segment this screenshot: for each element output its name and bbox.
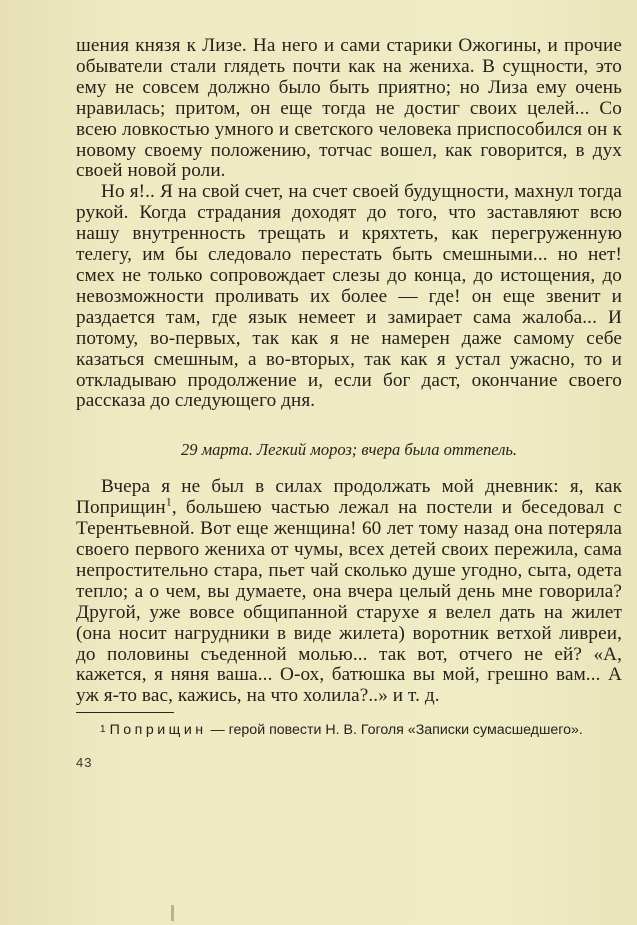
footnote: [76, 719, 622, 741]
footnote-text: — герой повести Н. В. Гоголя «Записки сумасшедшего».: [206, 722, 583, 739]
diary-entry-heading: 29 марта. Легкий мороз; вчера была оттепель.: [180, 440, 518, 460]
page-number: 43: [76, 755, 93, 771]
paragraph-diary-entry: [76, 477, 622, 707]
footnote-reference[interactable]: 1: [165, 494, 172, 509]
paragraph-text-start: Вчера я не был в силах продолжать мой дневник: я, как Поприщин: [76, 476, 622, 519]
paragraph-text-end: , большею частью лежал на постели и беседовал с Терентьевной. Вот еще женщина! 60 лет тому назад она потеряла своего первого жениха от чумы, всех детей своих пережила, сама непростительно стара, пьет чай сколько душе угодно, сыта, одета тепло; а о чем, вы думаете, она вчера целый день мне говорила? Другой, уже вовсе общипанной старухе я велел дать на жилет (она носит нагрудники в виде жилета) воротник ветхой ливреи, до половины съеденной молью... так вот, отчего не ей? «А, кажется, я няня ваша... О-ох, батюшка вы мой, грешно вам... А уж я-то вас, кажись, на что холила?..» и т. д.: [76, 497, 622, 707]
paragraph-continuation: шения князя к Лизе. На него и сами старики Ожогины, и прочие обыватели стали глядеть почти как на жениха. В сущности, это ему не совсем должно было быть приятно; но Лиза ему очень нравилась; притом, он еще тогда не достиг своих целей... Со всею ловкостью умного и светского человека приспособился он к новому своему положению, тотчас вошел, как говорится, в дух своей новой роли.: [76, 35, 622, 182]
paper-mark: [171, 905, 174, 921]
footnote-term: Поприщин: [109, 722, 207, 739]
footnote-divider: [76, 712, 174, 713]
page-content: [76, 36, 622, 770]
footnote-number: 1: [100, 724, 106, 736]
paragraph: Но я!.. Я на свой счет, на счет своей будущности, махнул тогда рукой. Когда страдания доходят до того, что заставляют всю нашу внутренность трещать и кряхтеть, как перегруженную телегу, им бы следовало перестать быть смешными... но нет! смех не только сопровождает слезы до конца, до истощения, до невозможности проливать их более — где! он еще звенит и раздается там, где язык немеет и замирает сама жалоба... И потому, во-первых, так как я не намерен даже самому себе казаться смешным, а во-вторых, так как я устал ужасно, то и откладываю продолжение и, если бог даст, окончание своего рассказа до следующего дня.: [76, 181, 622, 412]
